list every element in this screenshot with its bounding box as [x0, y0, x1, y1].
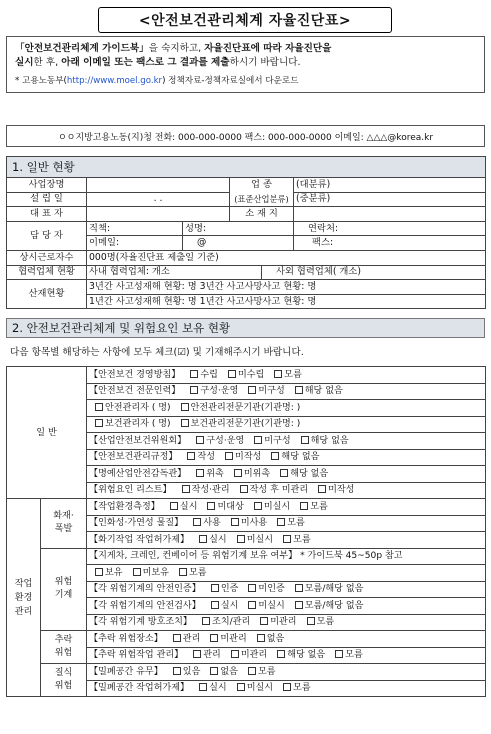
founded-label: 설 립 일 [7, 192, 87, 207]
checkbox-icon[interactable] [295, 386, 303, 394]
checkbox-option[interactable] [280, 468, 328, 480]
checkbox-option[interactable] [295, 583, 364, 595]
checkbox-option[interactable] [295, 600, 364, 612]
checkbox-icon[interactable] [173, 667, 181, 675]
contact-info: ㅇㅇ지방고용노동(지)청 전화: 000-000-0000 팩스: 000-000-0000 이메일: △△△@korea.kr [6, 125, 485, 147]
checkbox-icon[interactable] [274, 370, 282, 378]
item-label: 【안전보건 전문인력】 [89, 386, 181, 397]
checkbox-label: 없음 [220, 666, 238, 677]
checkbox-label: 관리 [203, 650, 221, 661]
checklist-row [7, 367, 486, 384]
email-field[interactable]: 이메일: [87, 236, 183, 251]
intro-line-1: 「안전보건관리체계 가이드북」을 숙지하고, 자율진단표에 따라 자율진단을 [15, 43, 332, 54]
checkbox-icon[interactable] [240, 485, 248, 493]
checkbox-icon[interactable] [225, 452, 233, 460]
checkbox-icon[interactable] [295, 584, 303, 592]
checkbox-option[interactable] [301, 435, 349, 447]
checkbox-option[interactable] [295, 385, 343, 397]
checkbox-icon[interactable] [277, 518, 285, 526]
checkbox-option[interactable] [248, 600, 284, 612]
item-label: 【산업안전보건위원회】 [89, 435, 187, 446]
position-field[interactable]: 직책: [87, 221, 183, 236]
checkbox-option[interactable] [193, 649, 221, 661]
item-label: 【지게차, 크레인, 컨베이어 등 위험기계 보유 여부】 * 가이드북 45~50p 참고 [89, 551, 403, 562]
item-label: 【안전보건 경영방침】 [89, 369, 181, 380]
checkbox-label: 관리 [182, 633, 201, 644]
checkbox-option[interactable] [283, 534, 311, 546]
item-label: 【인화성·가연성 물질】 [89, 518, 184, 529]
workers-label: 상시근로자수 [7, 250, 87, 265]
checkbox-icon[interactable] [193, 650, 201, 658]
page-title: <안전보건관리체계 자율진단표> [98, 7, 392, 33]
risk-checklist-table [6, 366, 486, 697]
checkbox-option[interactable] [95, 567, 123, 579]
checkbox-icon[interactable] [234, 469, 242, 477]
checkbox-option[interactable] [211, 583, 239, 595]
founded-field[interactable]: . . [87, 192, 230, 207]
checkbox-option[interactable] [257, 633, 285, 645]
industry-label: 업 종 (표준산업분류) [230, 178, 294, 207]
checkbox-label: 실시 [209, 683, 227, 694]
checkbox-option[interactable] [231, 517, 267, 529]
checklist-row [7, 664, 486, 681]
checkbox-label: 안전관리전문기관(기관명: ) [190, 402, 301, 413]
company-label: 사업장명 [7, 178, 87, 193]
checkbox-label: 모름 [287, 518, 305, 529]
checkbox-option[interactable] [199, 534, 227, 546]
checkbox-label: 미사용 [240, 518, 268, 529]
accident-label: 산재현황 [7, 280, 87, 309]
checkbox-label: 구성·운영 [200, 386, 239, 397]
checkbox-option[interactable] [181, 402, 301, 414]
checkbox-icon[interactable] [202, 617, 210, 625]
checkbox-label: 모름 [345, 650, 363, 661]
checkbox-label: 모름 [188, 567, 207, 578]
checkbox-icon[interactable] [248, 601, 256, 609]
partner-out-field[interactable]: 사외 협력업체( 개소) [262, 265, 486, 280]
checkbox-icon[interactable] [271, 452, 279, 460]
checkbox-option[interactable] [274, 369, 302, 381]
item-label: 【위험요인 리스트】 [89, 485, 172, 496]
checkbox-option[interactable] [211, 600, 239, 612]
checkbox-icon[interactable] [248, 386, 256, 394]
work-env-category-label: 작업 환경 관리 [7, 499, 41, 697]
address-field[interactable] [294, 207, 486, 222]
checkbox-option[interactable] [173, 666, 201, 678]
checkbox-label: 미관리 [240, 650, 268, 661]
checkbox-icon[interactable] [187, 452, 195, 460]
ceo-field[interactable] [87, 207, 230, 222]
checkbox-option[interactable] [202, 616, 250, 628]
checkbox-option[interactable] [231, 649, 267, 661]
intro-notice [6, 36, 485, 93]
medium-class-field[interactable]: (중분류) [294, 192, 486, 207]
checkbox-icon[interactable] [95, 403, 103, 411]
checkbox-label: 미위촉 [243, 468, 271, 479]
checkbox-icon[interactable] [170, 502, 178, 510]
item-label: 【밀폐공간 유무】 [89, 666, 163, 677]
checkbox-icon[interactable] [182, 485, 190, 493]
checkbox-option[interactable] [173, 633, 201, 645]
checkbox-option[interactable] [237, 682, 273, 694]
checkbox-icon[interactable] [190, 386, 198, 394]
checkbox-option[interactable] [179, 567, 207, 579]
checkbox-label: 미구성 [264, 435, 291, 446]
item-label: 【안전보건관리규정】 [89, 452, 178, 463]
checkbox-icon[interactable] [190, 370, 198, 378]
checkbox-icon[interactable] [318, 485, 326, 493]
checkbox-option[interactable] [170, 501, 198, 513]
section2-heading: 2. 안전보건관리체계 및 위험요인 보유 현황 [6, 318, 485, 338]
checkbox-icon[interactable] [179, 568, 187, 576]
checkbox-label: 모름 [284, 369, 302, 380]
checkbox-label: 작성 [197, 452, 216, 463]
checkbox-label: 보유 [105, 567, 123, 578]
manager-label: 담 당 자 [7, 221, 87, 250]
checkbox-label: 미관리 [220, 633, 247, 644]
checkbox-label: 미대상 [217, 501, 244, 512]
checkbox-option[interactable] [207, 501, 243, 513]
checkbox-icon[interactable] [199, 535, 207, 543]
checkbox-option[interactable] [133, 567, 169, 579]
checkbox-label: 해당 없음 [290, 468, 329, 479]
checkbox-label: 미작성 [235, 452, 262, 463]
fax-field[interactable]: 팩스: [294, 236, 486, 251]
risk-group-label: 추락 위험 [41, 631, 87, 664]
email-at: @ [183, 236, 294, 251]
major-class-field[interactable]: (대분류) [294, 178, 486, 193]
checkbox-label: 해당 없음 [287, 650, 326, 661]
checkbox-option[interactable] [95, 402, 171, 414]
checkbox-option[interactable] [240, 484, 309, 496]
risk-group-label: 질식 위험 [41, 664, 87, 697]
checkbox-label: 미보유 [142, 567, 169, 578]
checkbox-icon[interactable] [173, 634, 181, 642]
checklist-row [7, 631, 486, 648]
accident-row-3yr[interactable]: 3년간 사고성재해 현황: 명 3년간 사고사망사고 현황: 명 [87, 280, 486, 295]
checkbox-label: 해당 없음 [310, 435, 349, 446]
checkbox-icon[interactable] [210, 667, 218, 675]
risk-group-label: 화재· 폭발 [41, 499, 87, 549]
section1-heading: 1. 일반 현황 [7, 157, 486, 178]
checkbox-option[interactable] [254, 501, 290, 513]
item-label: 【추락 위험작업 관리】 [89, 650, 184, 661]
item-label: 【명예산업안전감독관】 [89, 468, 187, 479]
checkbox-icon[interactable] [196, 436, 204, 444]
checkbox-icon[interactable] [95, 419, 103, 427]
checkbox-icon[interactable] [199, 683, 207, 691]
checkbox-icon[interactable] [254, 502, 262, 510]
checkbox-label: 실시 [179, 501, 198, 512]
checkbox-label: 모름/해당 없음 [304, 584, 364, 595]
checkbox-option[interactable] [260, 616, 296, 628]
checkbox-icon[interactable] [95, 568, 103, 576]
checkbox-option[interactable] [187, 451, 215, 463]
checkbox-option[interactable] [199, 682, 227, 694]
checkbox-label: 해당 없음 [281, 452, 320, 463]
checkbox-option[interactable] [210, 666, 238, 678]
checkbox-icon[interactable] [210, 634, 218, 642]
checklist-row [7, 548, 486, 565]
company-field[interactable] [87, 178, 230, 193]
checkbox-option[interactable] [190, 369, 218, 381]
checkbox-option[interactable] [234, 468, 270, 480]
checkbox-label: 미실시 [263, 501, 291, 512]
checkbox-option[interactable] [196, 435, 244, 447]
checkbox-option[interactable] [248, 385, 284, 397]
checkbox-option[interactable] [95, 418, 171, 430]
checkbox-icon[interactable] [193, 518, 201, 526]
checkbox-icon[interactable] [301, 436, 309, 444]
checkbox-icon[interactable] [133, 568, 141, 576]
checkbox-option[interactable] [182, 484, 230, 496]
checkbox-icon[interactable] [280, 469, 288, 477]
checkbox-label: 미수립 [237, 369, 265, 380]
checkbox-icon[interactable] [277, 650, 285, 658]
checkbox-icon[interactable] [283, 683, 291, 691]
item-label: 【밀폐공간 작업허가제】 [89, 683, 190, 694]
name-field[interactable]: 성명: [183, 221, 294, 236]
checkbox-option[interactable] [307, 616, 335, 628]
workers-field[interactable]: 000명(자율진단표 제출일 기준) [87, 250, 486, 265]
checkbox-option[interactable] [283, 682, 311, 694]
checkbox-label: 미작성 [328, 485, 355, 496]
phone-field[interactable]: 연락처: [294, 221, 486, 236]
checkbox-label: 모름 [293, 534, 311, 545]
checkbox-icon[interactable] [300, 502, 308, 510]
checkbox-option[interactable] [318, 484, 354, 496]
partner-in-field[interactable]: 사내 협력업체: 개소 [87, 265, 262, 280]
checkbox-label: 보건관리자 ( 명) [105, 419, 171, 430]
checkbox-option[interactable] [277, 649, 325, 661]
checkbox-label: 없음 [266, 633, 285, 644]
checkbox-icon[interactable] [248, 584, 256, 592]
checkbox-label: 조치/관리 [212, 617, 251, 628]
ceo-label: 대 표 자 [7, 207, 87, 222]
general-status-table [6, 156, 486, 309]
checkbox-option[interactable] [271, 451, 319, 463]
checkbox-label: 안전관리자 ( 명) [105, 402, 171, 413]
checkbox-label: 미실시 [246, 683, 274, 694]
checkbox-label: 사용 [203, 518, 221, 529]
checkbox-icon[interactable] [181, 419, 189, 427]
checkbox-icon[interactable] [248, 667, 256, 675]
checkbox-icon[interactable] [207, 502, 215, 510]
checkbox-option[interactable] [254, 435, 290, 447]
checkbox-icon[interactable] [237, 683, 245, 691]
checkbox-icon[interactable] [295, 601, 303, 609]
checkbox-label: 위촉 [206, 468, 224, 479]
item-label: 【작업환경측정】 [89, 501, 160, 512]
checkbox-icon[interactable] [231, 518, 239, 526]
checkbox-option[interactable] [210, 633, 246, 645]
checkbox-label: 인증 [220, 584, 239, 595]
checkbox-option[interactable] [190, 385, 238, 397]
checkbox-option[interactable] [225, 451, 261, 463]
checkbox-option[interactable] [248, 666, 276, 678]
checkbox-icon[interactable] [211, 601, 219, 609]
checkbox-label: 실시 [220, 600, 239, 611]
checkbox-icon[interactable] [260, 617, 268, 625]
intro-line-2: 실시한 후, 아래 이메일 또는 팩스로 그 결과를 제출하시기 바랍니다. [15, 57, 301, 68]
item-label: 【각 위험기계의 안전검사】 [89, 600, 201, 611]
checkbox-icon[interactable] [228, 370, 236, 378]
accident-row-1yr[interactable]: 1년간 사고성재해 현황: 명 1년간 사고사망사고 현황: 명 [87, 294, 486, 309]
checkbox-label: 작성 후 미관리 [249, 485, 309, 496]
checkbox-label: 미인증 [258, 584, 285, 595]
checkbox-label: 미실시 [246, 534, 274, 545]
download-note: * 고용노동부(http://www.moel.go.kr) 정책자료-정책자료실에서 다운로드 [15, 76, 299, 86]
item-label: 【각 위험기계 방호조치】 [89, 617, 193, 628]
checkbox-label: 구성·운영 [206, 435, 245, 446]
checkbox-icon[interactable] [231, 650, 239, 658]
checkbox-icon[interactable] [196, 469, 204, 477]
checkbox-icon[interactable] [237, 535, 245, 543]
checkbox-label: 작성·관리 [191, 485, 230, 496]
checkbox-label: 모름 [293, 683, 311, 694]
checkbox-label: 모름 [257, 666, 276, 677]
checkbox-label: 모름 [310, 501, 328, 512]
checkbox-icon[interactable] [283, 535, 291, 543]
checkbox-option[interactable] [196, 468, 224, 480]
checkbox-option[interactable] [335, 649, 363, 661]
checkbox-label: 미관리 [270, 617, 297, 628]
checkbox-label: 해당 없음 [304, 386, 343, 397]
checkbox-option[interactable] [277, 517, 305, 529]
checkbox-icon[interactable] [211, 584, 219, 592]
checkbox-label: 모름 [316, 617, 335, 628]
checkbox-option[interactable] [248, 583, 284, 595]
partner-label: 협력업체 현황 [7, 265, 87, 280]
checkbox-icon[interactable] [257, 634, 265, 642]
general-category-label: 일 반 [7, 367, 87, 499]
checkbox-icon[interactable] [335, 650, 343, 658]
checkbox-label: 수립 [200, 369, 218, 380]
risk-group-label: 위험 기계 [41, 548, 87, 631]
checkbox-icon[interactable] [254, 436, 262, 444]
checkbox-label: 미구성 [258, 386, 285, 397]
checkbox-label: 보건관리전문기관(기관명: ) [190, 419, 301, 430]
checkbox-label: 모름/해당 없음 [304, 600, 364, 611]
checkbox-option[interactable] [181, 418, 301, 430]
checkbox-label: 실시 [209, 534, 227, 545]
checkbox-label: 있음 [182, 666, 201, 677]
checkbox-option[interactable] [237, 534, 273, 546]
checkbox-label: 미실시 [258, 600, 285, 611]
item-label: 【화기작업 작업허가제】 [89, 534, 190, 545]
checklist-row [7, 499, 486, 516]
address-label: 소 재 지 [230, 207, 294, 222]
item-label: 【각 위험기계의 안전인증】 [89, 584, 201, 595]
checkbox-option[interactable] [228, 369, 264, 381]
checkbox-icon[interactable] [181, 403, 189, 411]
checkbox-option[interactable] [300, 501, 328, 513]
section2-instruction: 다음 항목별 해당하는 사항에 모두 체크(☑) 및 기재해주시기 바랍니다. [10, 346, 304, 358]
item-label: 【추락 위험장소】 [89, 633, 163, 644]
moel-link[interactable]: http://www.moel.go.kr [66, 76, 163, 86]
checkbox-icon[interactable] [307, 617, 315, 625]
checkbox-option[interactable] [193, 517, 221, 529]
